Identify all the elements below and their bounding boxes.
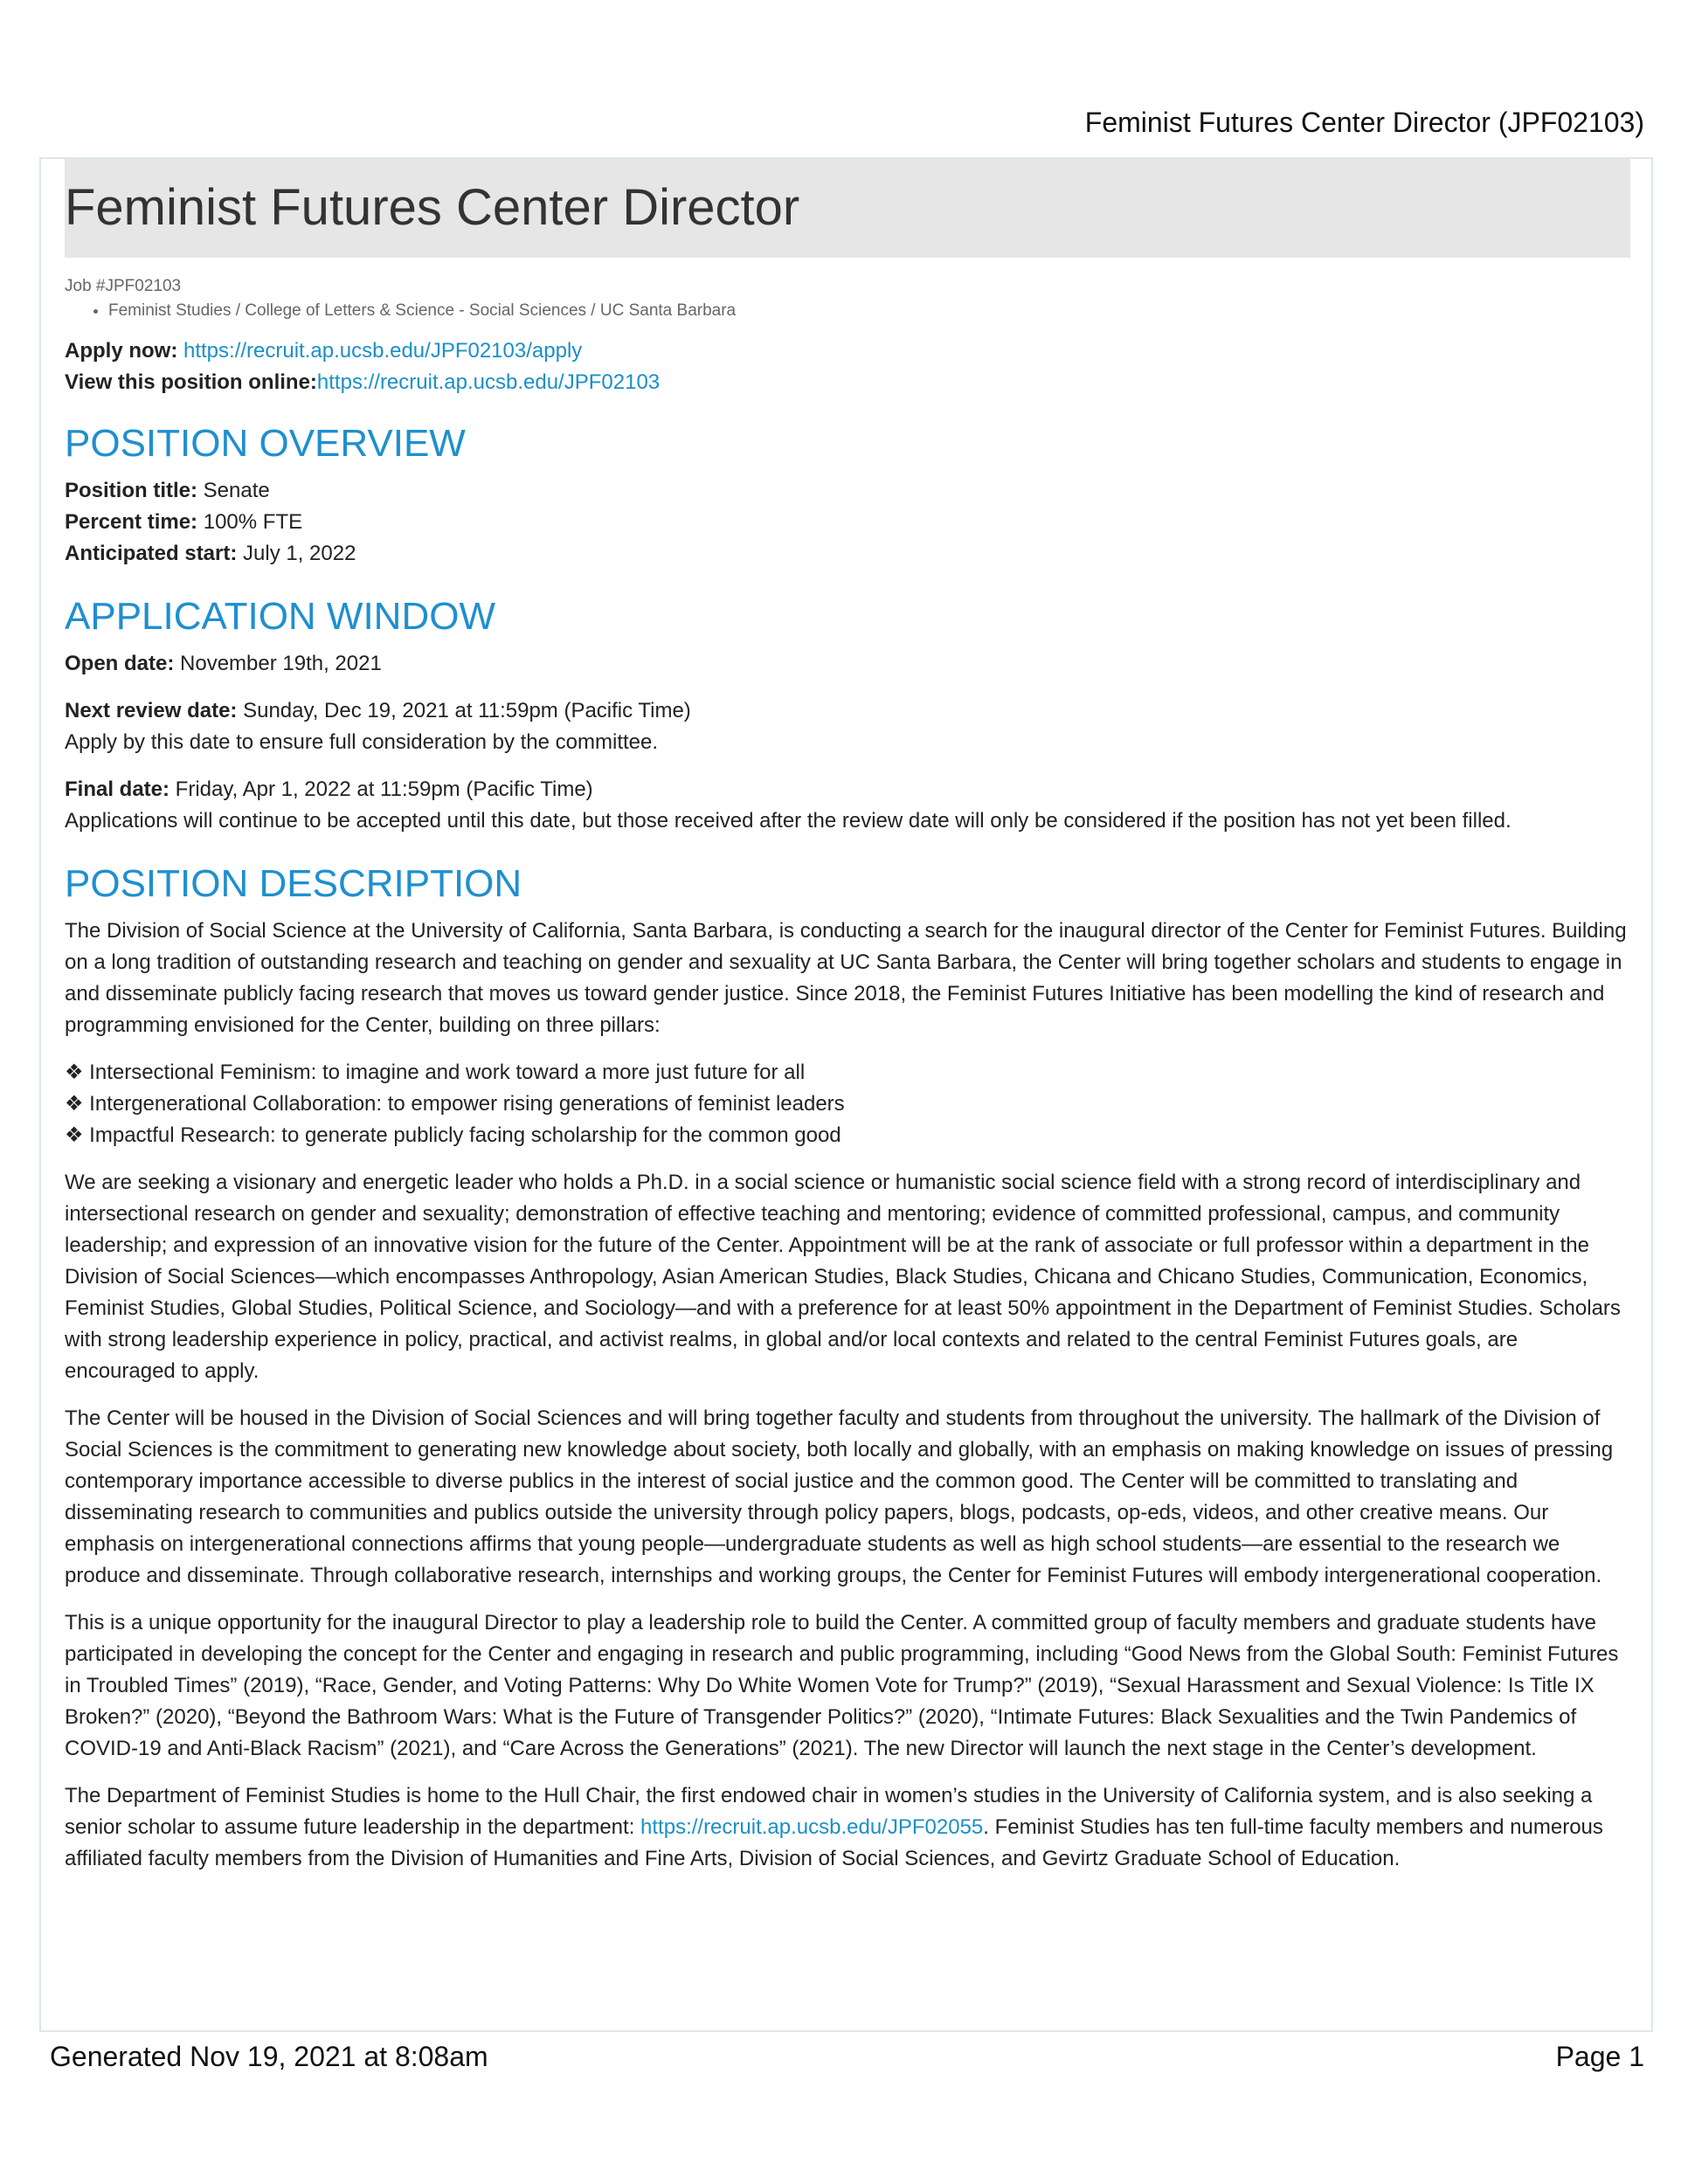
view-online-label: View this position online: <box>65 370 317 394</box>
anticipated-start-line <box>65 538 1630 570</box>
description-paragraph-1: The Division of Social Science at the University of California, Santa Barbara, is conducting a search for the inaugural director of the Center for Feminist Futures. Building on a long tradition of outstanding research and teaching on gender and sexuality at UC Santa Barbara, the Center will bring together scholars and students to engage in and disseminate publicly facing research that moves us toward gender justice. Since 2018, the Feminist Futures Initiative has been modelling the kind of research and programming envisioned for the Center, building on three pillars: <box>65 919 1627 1037</box>
percent-time-label: Percent time: <box>65 510 198 534</box>
apply-now-label: Apply now: <box>65 339 178 363</box>
percent-time-value: 100% FTE <box>197 510 303 534</box>
open-date-label: Open date: <box>65 652 175 675</box>
apply-now-line <box>65 335 1630 367</box>
open-date-line <box>65 648 1630 680</box>
description-paragraph-2: We are seeking a visionary and energetic leader who holds a Ph.D. in a social science or humanistic social science field with a strong record of interdisciplinary and intersectional research on gender and sexuality; demonstration of effective teaching and mentoring; evidence of committed professional, campus, and community leadership; and expression of an innovative vision for the future of the Center. Appointment will be at the rank of associate or full professor within a department in the Division of Social Sciences—which encompasses Anthropology, Asian American Studies, Black Studies, Chicana and Chicano Studies, Communication, Economics, Feminist Studies, Global Studies, Political Science, and Sociology—and with a preference for at least 50% appointment in the Department of Feminist Studies. Scholars with strong leadership experience in policy, practical, and activist realms, in global and/or local contexts and related to the central Feminist Futures goals, are encouraged to apply. <box>65 1171 1621 1383</box>
page-title: Feminist Futures Center Director <box>65 179 800 236</box>
review-date-note: Apply by this date to ensure full consideration by the committee. <box>65 730 659 754</box>
job-number: Job #JPF02103 <box>65 277 182 295</box>
anticipated-start-value: July 1, 2022 <box>237 542 356 565</box>
section-heading-overview: POSITION OVERVIEW <box>65 422 466 465</box>
section-heading-window: APPLICATION WINDOW <box>65 595 495 638</box>
review-date-value: Sunday, Dec 19, 2021 at 11:59pm (Pacific Time) <box>237 699 691 722</box>
final-date-line <box>65 774 1630 805</box>
pillar-item: ❖ Impactful Research: to generate publicly facing scholarship for the common good <box>65 1123 841 1147</box>
apply-now-link[interactable]: https://recruit.ap.ucsb.edu/JPF02103/apply <box>183 339 583 363</box>
pillar-item: ❖ Intersectional Feminism: to imagine and work toward a more just future for all <box>65 1061 806 1084</box>
paragraph-5-text-after: . Feminist Studies has ten full-time faculty members and numerous affiliated faculty members from the Division of Humanities and Fine Arts, Division of Social Sciences, and Gevirtz Graduate School of Education. <box>65 1815 1603 1870</box>
paragraph-5-text-before: The Department of Feminist Studies is home to the Hull Chair, the first endowed chair in women’s studies in the University of California system, and is also seeking a senior scholar to assume future leadership in the department: <box>65 1784 1593 1839</box>
description-paragraph-5 <box>65 1780 1630 1875</box>
footer-generated: Generated Nov 19, 2021 at 8:08am <box>50 2041 488 2072</box>
view-online-link[interactable]: https://recruit.ap.ucsb.edu/JPF02103 <box>316 370 661 394</box>
main-content <box>65 274 1630 1875</box>
open-date-value: November 19th, 2021 <box>174 652 382 675</box>
review-date-line <box>65 695 1630 727</box>
percent-time-line <box>65 507 1630 538</box>
pillar-item: ❖ Intergenerational Collaboration: to empower rising generations of feminist leaders <box>65 1092 845 1116</box>
view-online-line <box>65 367 1630 398</box>
final-date-value: Friday, Apr 1, 2022 at 11:59pm (Pacific Time) <box>169 778 593 801</box>
footer-page-number: Page 1 <box>1555 2041 1644 2072</box>
description-paragraph-3: The Center will be housed in the Division of Social Sciences and will bring together faculty and students from throughout the university. The hallmark of the Division of Social Sciences is the commitment to generating new knowledge about society, both locally and globally, with an emphasis on making knowledge on issues of pressing contemporary importance accessible to diverse publics in the interest of social justice and the common good. The Center will be committed to translating and disseminating research to communities and publics outside the university through policy papers, blogs, podcasts, op-eds, videos, and other creative means. Our emphasis on intergenerational connections affirms that young people—undergraduate students as well as high school students—are essential to the research we produce and disseminate. Through collaborative research, internships and working groups, the Center for Feminist Futures will embody intergenerational cooperation. <box>65 1406 1614 1587</box>
anticipated-start-label: Anticipated start: <box>65 542 238 565</box>
section-heading-description: POSITION DESCRIPTION <box>65 862 522 905</box>
breadcrumb-list <box>65 299 1630 323</box>
title-bar <box>65 159 1630 258</box>
position-title-label: Position title: <box>65 479 197 502</box>
running-header: Feminist Futures Center Director (JPF02103) <box>1084 107 1644 138</box>
position-title-value: Senate <box>197 479 270 502</box>
hull-chair-search-link[interactable]: https://recruit.ap.ucsb.edu/JPF02055 <box>640 1815 984 1839</box>
final-date-label: Final date: <box>65 778 170 801</box>
breadcrumb: • Feminist Studies / College of Letters & Science - Social Sciences / UC Santa Barbara <box>108 299 1630 323</box>
review-date-label: Next review date: <box>65 699 238 722</box>
description-paragraph-4: This is a unique opportunity for the inaugural Director to play a leadership role to build the Center. A committed group of faculty members and graduate students have participated in developing the concept for the Center and engaging in research and public programming, including “Good News from the Global South: Feminist Futures in Troubled Times” (2019), “Race, Gender, and Voting Patterns: Why Do White Women Vote for Trump?” (2019), “Sexual Harassment and Sexual Violence: Is Title IX Broken?” (2020), “Beyond the Bathroom Wars: What is the Future of Transgender Politics?” (2020), “Intimate Futures: Black Sexualities and the Twin Pandemics of COVID-19 and Anti-Black Racism” (2021), and “Care Across the Generations” (2021). The new Director will launch the next stage in the Center’s development. <box>65 1611 1619 1760</box>
final-date-note: Applications will continue to be accepted until this date, but those received after the review date will only be considered if the position has not yet been filled. <box>65 809 1512 833</box>
position-title-line <box>65 475 1630 507</box>
